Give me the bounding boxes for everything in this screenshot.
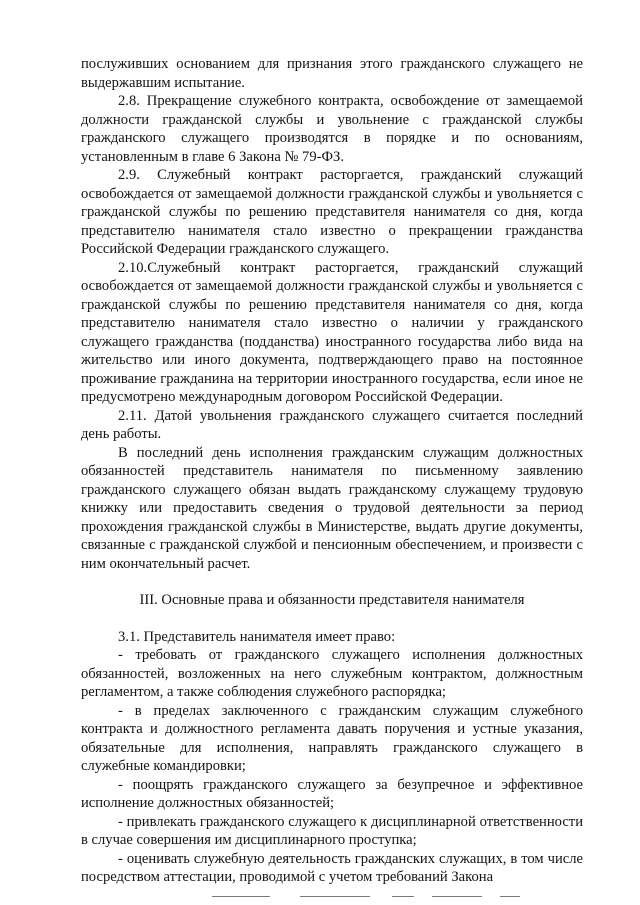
list-item-discipline: - привлекать гражданского служащего к дисциплинарной ответственности в случае совершения им дисциплинарного проступка;	[81, 813, 583, 848]
paragraph-2-10: 2.10.Служебный контракт расторгается, гражданский служащий освобождается от замещаемой должности гражданской службы и увольняется с гражданской службы по решению представителя нанимателя со дня, когда представителю нанимателя стало известно о наличии у гражданского служащего гражданства (подданства) иностранного государства либо вида на жительство или иного документа, подтверждающего право на постоянное проживание гражданина на территории иностранного государства, если иное не предусмотрено международным договором Российской Федерации.	[81, 259, 583, 405]
scan-mark	[500, 896, 520, 897]
list-item-evaluate: - оценивать служебную деятельность гражданских служащих, в том числе посредством аттестации, проводимой с учетом требований Закона	[81, 850, 583, 885]
scan-mark	[392, 896, 414, 897]
paragraph-3-1: 3.1. Представитель нанимателя имеет право:	[118, 628, 396, 645]
list-item-instructions: - в пределах заключенного с гражданским служащим служебного контракта и должностного регламента давать поручения и устные указания, обязательные для исполнения, направлять гражданского служащего в служебные командировки;	[81, 702, 583, 774]
scan-mark	[300, 896, 370, 897]
section-heading: III. Основные права и обязанности представителя нанимателя	[139, 592, 525, 608]
paragraph-2-8: 2.8. Прекращение служебного контракта, освобождение от замещаемой должности гражданской службы и увольнение с гражданской службы гражданского служащего производятся в порядке и по основаниям, установленным в главе 6 Закона № 79-ФЗ.	[81, 93, 583, 165]
paragraph-2-11: 2.11. Датой увольнения гражданского служащего считается последний день работы.	[81, 407, 583, 442]
scan-mark	[432, 896, 482, 897]
paragraph-last-day: В последний день исполнения гражданским служащим должностных обязанностей представитель нанимателя по письменному заявлению гражданского служащего обязан выдать гражданскому служащему трудовую книжку или предоставить сведения о трудовой деятельности за период прохождения гражданской службы в Министерстве, выдать другие документы, связанные с гражданской службой и пенсионным обеспечением, и произвести с ним окончательный расчет.	[81, 444, 583, 572]
paragraph-2-9: 2.9. Служебный контракт расторгается, гражданский служащий освобождается от замещаемой должности гражданской службы и увольняется с гражданской службы по решению представителя нанимателя со дня, когда представителю нанимателя стало известно о прекращении гражданства Российской Федерации гражданского служащего.	[81, 167, 583, 257]
document-body	[81, 55, 583, 887]
scan-edge-marks	[0, 896, 640, 902]
list-item-require: - требовать от гражданского служащего исполнения должностных обязанностей, возложенных на него служебным контрактом, должностным регламентом, а также соблюдения служебного распорядка;	[81, 647, 583, 700]
paragraph-continuation: послуживших основанием для признания этого гражданского служащего не выдержавшим испытание.	[81, 56, 583, 91]
list-item-encourage: - поощрять гражданского служащего за безупречное и эффективное исполнение должностных обязанностей;	[81, 776, 583, 811]
scan-mark	[212, 896, 270, 897]
